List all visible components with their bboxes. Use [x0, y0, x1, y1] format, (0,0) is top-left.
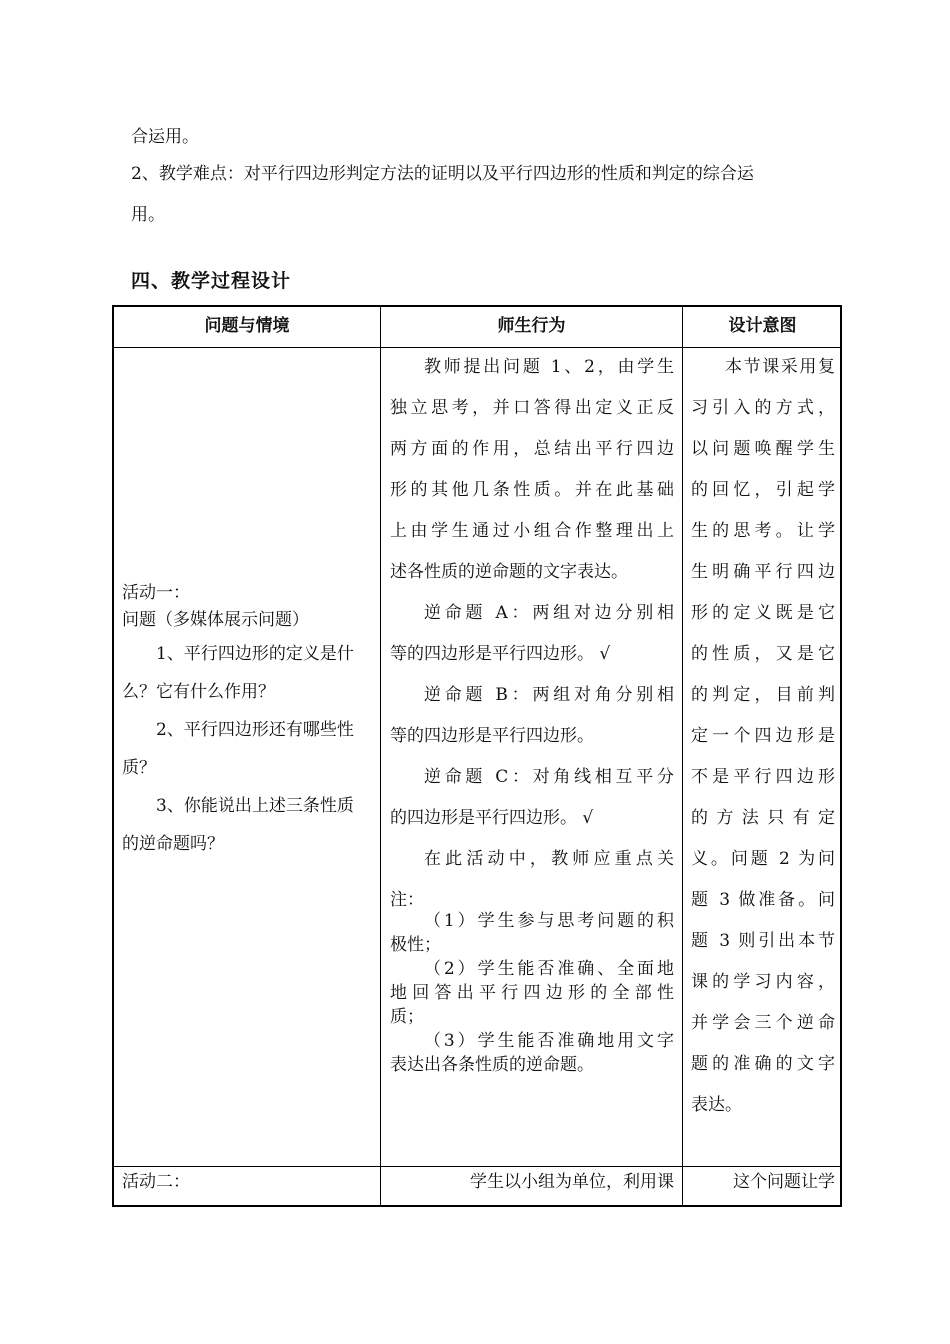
intent-line: 并学会三个逆命: [691, 1013, 835, 1033]
activity-one-label: 活动一：: [122, 583, 190, 603]
behavior-line: 注：: [390, 890, 424, 910]
row2-intent-cell: [691, 1170, 835, 1194]
intent-line: 的性质，又是它: [691, 644, 835, 664]
problem-caption: 问题（多媒体展示问题）: [122, 610, 309, 630]
focus-note-line: （1）学生参与思考问题的积: [424, 911, 674, 931]
behavior-line: 在此活动中，教师应重点关: [424, 849, 674, 869]
intent-line: 这个问题让学: [733, 1172, 835, 1192]
intent-line: 题 3 做准备。问: [691, 890, 835, 910]
problem-line: 2、平行四边形还有哪些性: [156, 720, 354, 740]
column-divider-2: [682, 307, 683, 1205]
intent-line: 的方法只有定: [691, 808, 835, 828]
row2-behavior-cell: [390, 1170, 674, 1194]
focus-note-line: 表达出各条性质的逆命题。: [390, 1055, 594, 1075]
intent-line: 不是平行四边形: [691, 767, 835, 787]
row1-behavior-cell: [390, 347, 674, 921]
behavior-line: 述各性质的逆命题的文字表达。: [390, 562, 628, 582]
column-divider-1: [380, 307, 381, 1205]
row-divider: [114, 1166, 840, 1167]
intent-line: 的判定，目前判: [691, 685, 835, 705]
focus-note-line: 质；: [390, 1007, 424, 1027]
intro-line-2: 2、教学难点：对平行四边形判定方法的证明以及平行四边形的性质和判定的综合运: [131, 164, 754, 184]
intro-line-3: 用。: [131, 205, 165, 225]
problem-line: 么？它有什么作用？: [122, 682, 275, 702]
behavior-line: 形的其他几条性质。并在此基础: [390, 480, 674, 500]
header-design-intent: 设计意图: [728, 316, 797, 336]
behavior-line: 上由学生通过小组合作整理出上: [390, 521, 674, 541]
intent-line: 以问题唤醒学生: [691, 439, 835, 459]
intent-line: 形的定义既是它: [691, 603, 835, 623]
intent-line: 题的准确的文字: [691, 1054, 835, 1074]
problem-line: 1、平行四边形的定义是什: [156, 644, 354, 664]
behavior-line: 独立思考，并口答得出定义正反: [390, 398, 674, 418]
activity-two-label: 活动二：: [122, 1172, 190, 1192]
problem-line: 3、你能说出上述三条性质: [156, 796, 354, 816]
intent-line: 题 3 则引出本节: [691, 931, 835, 951]
converse-b-line: 逆命题 B：两组对角分别相: [424, 685, 674, 705]
intro-line-1: 合运用。: [131, 127, 199, 147]
intent-line: 定一个四边形是: [691, 726, 835, 746]
intent-line: 生明确平行四边: [691, 562, 835, 582]
row1-intent-cell: [691, 347, 835, 1126]
behavior-line: 教师提出问题 1、2，由学生: [424, 357, 674, 377]
header-problem-situation: 问题与情境: [204, 316, 290, 336]
intent-line: 的回忆，引起学: [691, 480, 835, 500]
focus-note-line: （3）学生能否准确地用文字: [424, 1031, 674, 1051]
converse-b-line: 等的四边形是平行四边形。: [390, 726, 594, 746]
focus-note-line: （2）学生能否准确、全面地: [424, 959, 674, 979]
behavior-line: 学生以小组为单位，利用课: [470, 1172, 674, 1192]
header-teacher-student-behavior: 师生行为: [497, 316, 566, 336]
intent-line: 习引入的方式，: [691, 398, 835, 418]
row1-behavior-notes: [390, 909, 674, 1077]
intent-line: 表达。: [691, 1095, 742, 1115]
row1-problem-cell: [122, 581, 374, 863]
converse-c-line: 逆命题 C：对角线相互平分: [424, 767, 674, 787]
focus-note-line: 地回答出平行四边形的全部性: [390, 983, 674, 1003]
intent-line: 生的思考。让学: [691, 521, 835, 541]
row2-problem-cell: [122, 1170, 190, 1194]
problem-line: 质？: [122, 758, 156, 778]
process-design-table: [112, 305, 842, 1207]
section-heading: 四、教学过程设计: [131, 270, 292, 292]
intent-line: 课的学习内容，: [691, 972, 835, 992]
intent-line: 义。问题 2 为问: [691, 849, 835, 869]
behavior-line: 两方面的作用，总结出平行四边: [390, 439, 674, 459]
converse-c-line: 的四边形是平行四边形。 √: [390, 808, 594, 828]
converse-a-line: 等的四边形是平行四边形。 √: [390, 644, 611, 664]
intent-line: 本节课采用复: [725, 357, 835, 377]
problem-line: 的逆命题吗？: [122, 834, 224, 854]
converse-a-line: 逆命题 A：两组对边分别相: [424, 603, 674, 623]
focus-note-line: 极性；: [390, 935, 441, 955]
